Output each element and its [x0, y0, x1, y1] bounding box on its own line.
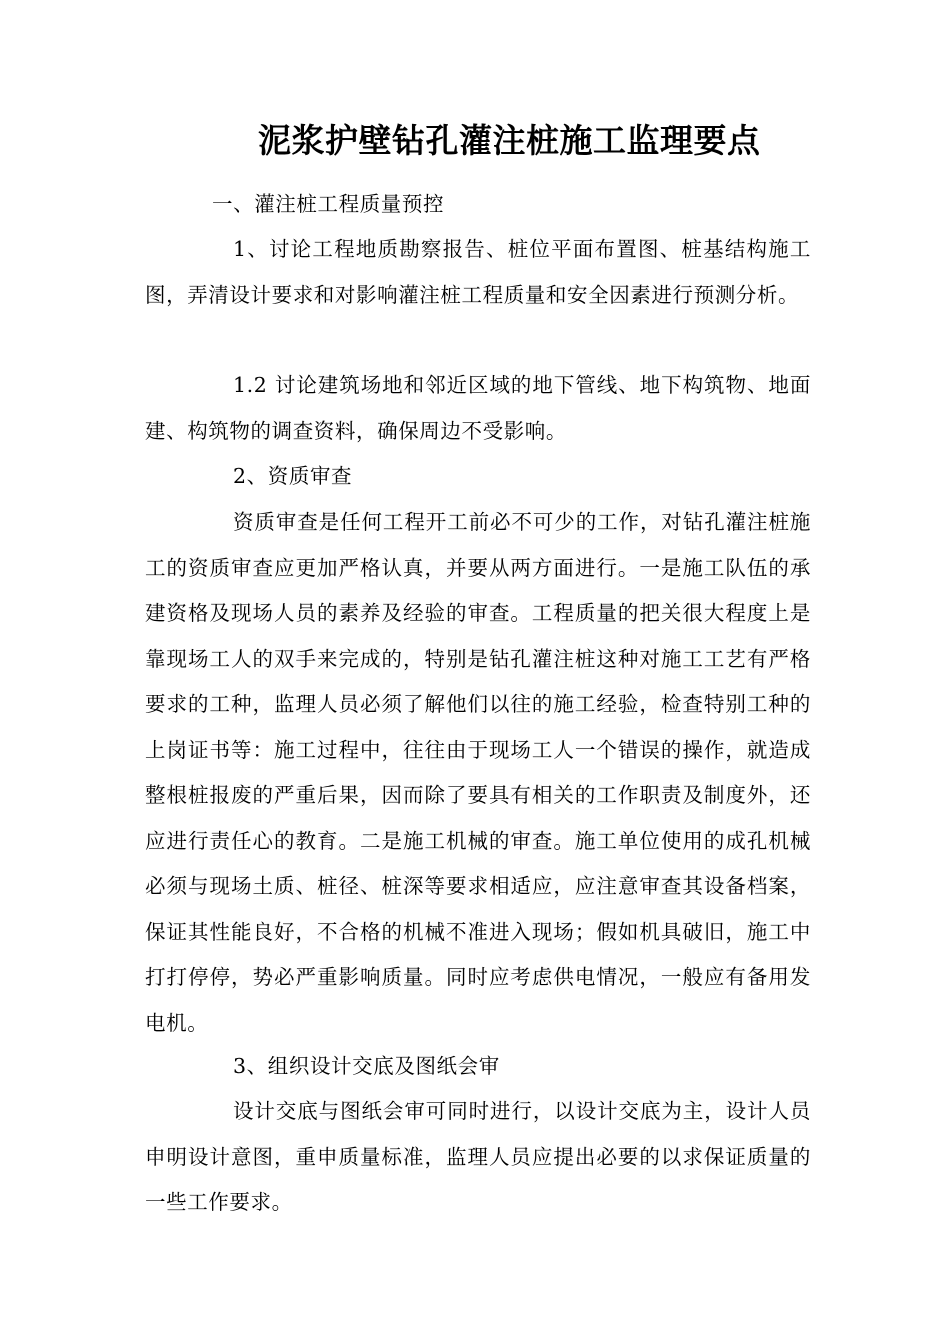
- section-heading-quality-precontrol: 一、灌注桩工程质量预控: [212, 192, 445, 216]
- subheading-qualification-review: 2、资质审查: [233, 464, 353, 488]
- paragraph-site-survey: 1.2 讨论建筑场地和邻近区域的地下管线、地下构筑物、地面建、构筑物的调查资料，确保周边不受影响。: [145, 373, 811, 443]
- document-title: 泥浆护壁钻孔灌注桩施工监理要点: [258, 121, 761, 160]
- paragraph-qualification-review: 资质审查是任何工程开工前必不可少的工作，对钻孔灌注桩施工的资质审查应更加严格认真，并要从两方面进行。一是施工队伍的承建资格及现场人员的素养及经验的审查。工程质量的把关很大程度上是靠现场工人的双手来完成的，特别是钻孔灌注桩这种对施工工艺有严格要求的工种，监理人员必须了解他们以往的施工经验，检查特别工种的上岗证书等：施工过程中，往往由于现场工人一个错误的操作，就造成整根桩报废的严重后果，因而除了要具有相关的工作职责及制度外，还应进行责任心的教育。二是施工机械的审查。施工单位使用的成孔机械必须与现场土质、桩径、桩深等要求相适应，应注意审查其设备档案，保证其性能良好，不合格的机械不准进入现场；假如机具破旧，施工中打打停停，势必严重影响质量。同时应考虑供电情况，一般应有备用发电机。: [145, 510, 811, 1035]
- subheading-design-briefing: 3、组织设计交底及图纸会审: [233, 1054, 500, 1078]
- paragraph-design-briefing: 设计交底与图纸会审可同时进行，以设计交底为主，设计人员申明设计意图，重申质量标准，监理人员应提出必要的以求保证质量的一些工作要求。: [145, 1099, 811, 1214]
- paragraph-geology-report: 1、讨论工程地质勘察报告、桩位平面布置图、桩基结构施工图，弄清设计要求和对影响灌注桩工程质量和安全因素进行预测分析。: [145, 237, 811, 307]
